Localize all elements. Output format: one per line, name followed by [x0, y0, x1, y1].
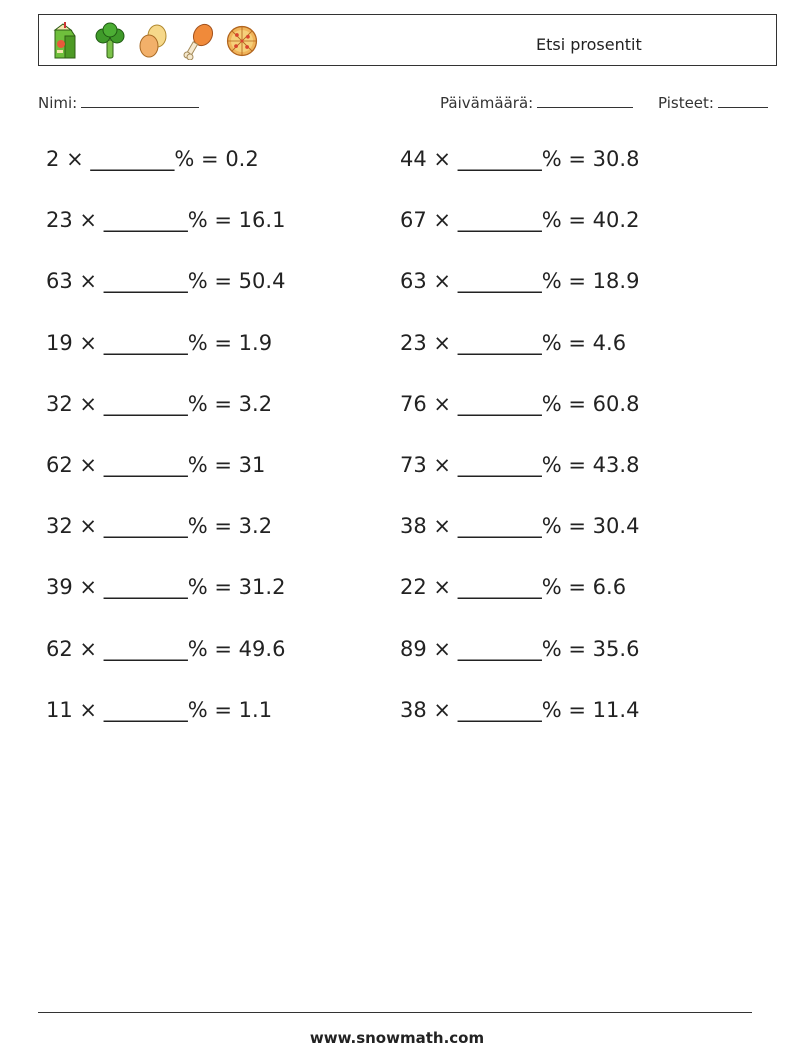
equals-symbol: =: [214, 208, 232, 233]
operand: 39: [46, 575, 73, 600]
name-field: [38, 93, 199, 112]
operand: 19: [46, 330, 73, 355]
times-symbol: ×: [433, 208, 452, 233]
answer-blank[interactable]: ________: [103, 453, 188, 477]
answer-blank[interactable]: ________: [457, 147, 542, 171]
percent-symbol: %: [541, 514, 562, 539]
equals-symbol: =: [568, 575, 586, 600]
times-symbol: ×: [79, 330, 98, 355]
percent-symbol: %: [541, 575, 562, 600]
answer-blank[interactable]: ________: [457, 391, 542, 416]
equals-symbol: =: [214, 330, 232, 355]
equals-symbol: =: [568, 269, 586, 294]
date-blank[interactable]: [537, 93, 633, 108]
operand: 38: [400, 514, 427, 539]
answer-blank[interactable]: ________: [457, 330, 542, 355]
percent-symbol: %: [541, 147, 562, 171]
result-value: 6.6: [592, 575, 627, 600]
problem-row: [400, 575, 626, 599]
problem-row: [46, 208, 285, 232]
times-symbol: ×: [79, 208, 98, 233]
result-value: 18.9: [592, 269, 640, 294]
times-symbol: ×: [433, 514, 452, 539]
problem-row: [46, 514, 272, 538]
percent-symbol: %: [541, 697, 562, 722]
result-value: 1.9: [238, 330, 273, 355]
footer-url: www.snowmath.com: [309, 1029, 485, 1047]
name-label: Nimi:: [38, 94, 78, 112]
percent-symbol: %: [187, 636, 208, 661]
answer-blank[interactable]: ________: [457, 697, 542, 722]
result-value: 16.1: [238, 208, 286, 233]
answer-blank[interactable]: ________: [103, 697, 188, 722]
equals-symbol: =: [568, 147, 586, 171]
result-value: 60.8: [592, 391, 640, 416]
result-value: 3.2: [238, 514, 273, 539]
operand: 38: [400, 697, 427, 722]
times-symbol: ×: [433, 697, 452, 722]
times-symbol: ×: [79, 514, 98, 539]
result-value: 43.8: [592, 453, 640, 477]
operand: 23: [400, 330, 427, 355]
result-value: 31: [238, 453, 266, 477]
equals-symbol: =: [214, 636, 232, 661]
problem-row: [400, 637, 639, 661]
times-symbol: ×: [79, 269, 98, 294]
equals-symbol: =: [214, 269, 232, 294]
equals-symbol: =: [568, 636, 586, 661]
problem-row: [46, 453, 265, 477]
percent-symbol: %: [187, 269, 208, 294]
percent-symbol: %: [541, 269, 562, 294]
problem-row: [400, 453, 639, 477]
problem-row: [46, 698, 272, 722]
equals-symbol: =: [214, 453, 232, 477]
answer-blank[interactable]: ________: [457, 514, 542, 539]
answer-blank[interactable]: ________: [457, 269, 542, 294]
answer-blank[interactable]: ________: [457, 208, 542, 233]
percent-symbol: %: [541, 208, 562, 233]
answer-blank[interactable]: ________: [103, 575, 188, 600]
score-label: Pisteet:: [658, 94, 714, 112]
percent-symbol: %: [187, 697, 208, 722]
name-blank[interactable]: [81, 93, 199, 108]
answer-blank[interactable]: ________: [457, 575, 542, 600]
equals-symbol: =: [214, 697, 232, 722]
equals-symbol: =: [568, 391, 586, 416]
problem-row: [400, 147, 639, 171]
times-symbol: ×: [79, 636, 98, 661]
operand: 62: [46, 636, 73, 661]
times-symbol: ×: [433, 453, 452, 477]
equals-symbol: =: [568, 453, 586, 477]
percent-symbol: %: [541, 453, 562, 477]
times-symbol: ×: [433, 391, 452, 416]
answer-blank[interactable]: ________: [103, 391, 188, 416]
percent-symbol: %: [187, 208, 208, 233]
equals-symbol: =: [214, 391, 232, 416]
equals-symbol: =: [201, 147, 219, 171]
times-symbol: ×: [79, 575, 98, 600]
result-value: 3.2: [238, 391, 273, 416]
problem-row: [400, 514, 639, 538]
result-value: 0.2: [225, 147, 259, 171]
operand: 73: [400, 453, 427, 477]
problem-row: [400, 392, 639, 416]
problem-row: [400, 208, 639, 232]
footer-divider: [38, 1012, 752, 1013]
result-value: 49.6: [238, 636, 286, 661]
answer-blank[interactable]: ________: [103, 330, 188, 355]
result-value: 31.2: [238, 575, 286, 600]
result-value: 40.2: [592, 208, 640, 233]
score-blank[interactable]: [718, 93, 768, 108]
percent-symbol: %: [174, 147, 195, 171]
times-symbol: ×: [433, 269, 452, 294]
operand: 63: [400, 269, 427, 294]
answer-blank[interactable]: ________: [90, 147, 175, 171]
answer-blank[interactable]: ________: [457, 453, 542, 477]
result-value: 11.4: [592, 697, 640, 722]
times-symbol: ×: [66, 147, 84, 171]
operand: 32: [46, 391, 73, 416]
problem-row: [46, 637, 285, 661]
operand: 11: [46, 697, 73, 722]
problem-row: [46, 575, 285, 599]
equals-symbol: =: [568, 697, 586, 722]
date-field: [440, 93, 633, 112]
percent-symbol: %: [187, 330, 208, 355]
answer-blank[interactable]: ________: [457, 636, 542, 661]
problem-row: [46, 331, 272, 355]
equals-symbol: =: [568, 330, 586, 355]
operand: 2: [46, 147, 60, 171]
percent-symbol: %: [187, 391, 208, 416]
header-icons: [49, 21, 259, 61]
percent-symbol: %: [541, 636, 562, 661]
times-symbol: ×: [79, 697, 98, 722]
times-symbol: ×: [79, 391, 98, 416]
answer-blank[interactable]: ________: [103, 636, 188, 661]
operand: 63: [46, 269, 73, 294]
percent-symbol: %: [187, 453, 208, 477]
pizza-icon: [225, 22, 259, 60]
answer-blank[interactable]: ________: [103, 514, 188, 539]
result-value: 30.8: [592, 147, 640, 171]
result-value: 50.4: [238, 269, 286, 294]
operand: 44: [400, 147, 427, 171]
percent-symbol: %: [541, 391, 562, 416]
problem-row: [46, 147, 259, 171]
eggs-icon: [137, 22, 171, 60]
broccoli-icon: [93, 22, 127, 60]
result-value: 1.1: [238, 697, 273, 722]
times-symbol: ×: [433, 575, 452, 600]
times-symbol: ×: [433, 330, 452, 355]
times-symbol: ×: [79, 453, 98, 477]
operand: 32: [46, 514, 73, 539]
result-value: 35.6: [592, 636, 640, 661]
operand: 23: [46, 208, 73, 233]
equals-symbol: =: [214, 575, 232, 600]
equals-symbol: =: [568, 208, 586, 233]
answer-blank[interactable]: ________: [103, 208, 188, 233]
problem-row: [400, 269, 639, 293]
percent-symbol: %: [187, 575, 208, 600]
problem-row: [46, 269, 285, 293]
times-symbol: ×: [433, 147, 452, 171]
equals-symbol: =: [568, 514, 586, 539]
times-symbol: ×: [433, 636, 452, 661]
worksheet-header: [38, 14, 777, 66]
operand: 62: [46, 453, 73, 477]
percent-symbol: %: [541, 330, 562, 355]
chicken-leg-icon: [181, 22, 215, 60]
operand: 76: [400, 391, 427, 416]
equals-symbol: =: [214, 514, 232, 539]
problem-row: [400, 698, 639, 722]
score-field: [658, 93, 768, 112]
operand: 89: [400, 636, 427, 661]
operand: 67: [400, 208, 427, 233]
juice-box-icon: [49, 22, 83, 60]
result-value: 30.4: [592, 514, 640, 539]
result-value: 4.6: [592, 330, 627, 355]
date-label: Päivämäärä:: [440, 94, 534, 112]
problem-row: [400, 331, 626, 355]
operand: 22: [400, 575, 427, 600]
problem-row: [46, 392, 272, 416]
answer-blank[interactable]: ________: [103, 269, 188, 294]
page-title: Etsi prosentit: [536, 35, 642, 54]
percent-symbol: %: [187, 514, 208, 539]
